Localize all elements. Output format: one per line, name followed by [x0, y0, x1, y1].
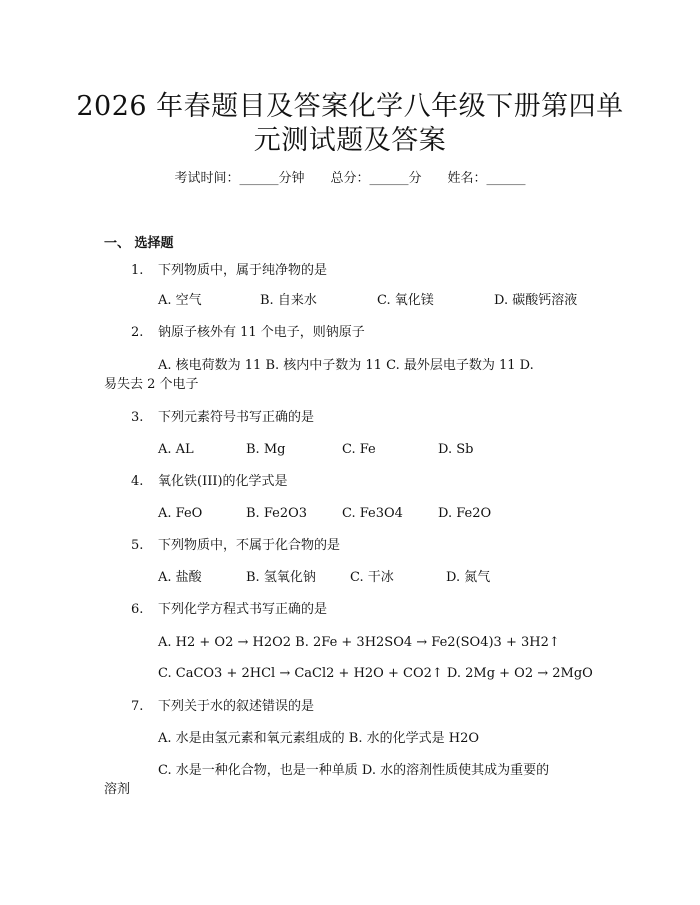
- option-c: C. Fe: [342, 442, 376, 457]
- question-2-options-line2: 易失去 2 个电子: [104, 377, 199, 392]
- option-b: B. Fe2O3: [246, 506, 308, 521]
- option-a: A. AL: [158, 442, 194, 457]
- question-text: 钠原子核外有 11 个电子，则钠原子: [158, 325, 365, 340]
- option-c: C. 干冰: [350, 570, 394, 585]
- question-text: 下列关于水的叙述错误的是: [158, 699, 315, 714]
- exam-time: 考试时间：______分钟: [174, 171, 305, 186]
- option-a: A. FeO: [158, 506, 203, 521]
- option-d: D. Fe2O: [438, 506, 492, 521]
- question-number: 4.: [131, 474, 144, 489]
- question-7-options-line2: C. 水是一种化合物，也是一种单质 D. 水的溶剂性质使其成为重要的: [158, 763, 550, 778]
- option-b: B. 氢氧化钠: [246, 570, 316, 585]
- exam-meta: [0, 170, 700, 188]
- question-7-options-line3: 溶剂: [104, 782, 131, 797]
- page-title-line1: 2026 年春题目及答案化学八年级下册第四单: [76, 91, 624, 122]
- question-number: 2.: [131, 325, 144, 340]
- exam-name: 姓名：______: [447, 171, 526, 186]
- question-7-options-line1: A. 水是由氢元素和氧元素组成的 B. 水的化学式是 H2O: [158, 731, 480, 746]
- question-number: 7.: [131, 699, 144, 714]
- option-d: D. 氮气: [446, 570, 491, 585]
- question-number: 1.: [131, 263, 144, 278]
- question-number: 5.: [131, 538, 144, 553]
- question-text: 氧化铁(III)的化学式是: [158, 474, 288, 489]
- option-a: A. 盐酸: [158, 570, 202, 585]
- option-b: B. Mg: [246, 442, 286, 457]
- question-text: 下列物质中，不属于化合物的是: [158, 538, 341, 553]
- question-2-options-line1: A. 核电荷数为 11 B. 核内中子数为 11 C. 最外层电子数为 11 D.: [158, 358, 534, 373]
- option-d: D. Sb: [438, 442, 474, 457]
- section-heading: 一、 选择题: [104, 236, 174, 251]
- question-number: 3.: [131, 410, 144, 425]
- option-b: B. 自来水: [260, 293, 317, 308]
- question-6-options-line2: C. CaCO3 + 2HCl → CaCl2 + H2O + CO2↑ D. 2Mg + O2 → 2MgO: [158, 666, 593, 681]
- exam-score: 总分：______分: [330, 171, 422, 186]
- question-number: 6.: [131, 602, 144, 617]
- option-c: C. Fe3O4: [342, 506, 403, 521]
- option-a: A. 空气: [158, 293, 202, 308]
- question-text: 下列物质中，属于纯净物的是: [158, 263, 328, 278]
- question-text: 下列元素符号书写正确的是: [158, 410, 315, 425]
- option-c: C. 氧化镁: [377, 293, 434, 308]
- option-d: D. 碳酸钙溶液: [494, 293, 578, 308]
- question-6-options-line1: A. H2 + O2 → H2O2 B. 2Fe + 3H2SO4 → Fe2(SO4)3 + 3H2↑: [158, 635, 560, 650]
- page-title-line2: 元测试题及答案: [253, 125, 447, 156]
- question-text: 下列化学方程式书写正确的是: [158, 602, 328, 617]
